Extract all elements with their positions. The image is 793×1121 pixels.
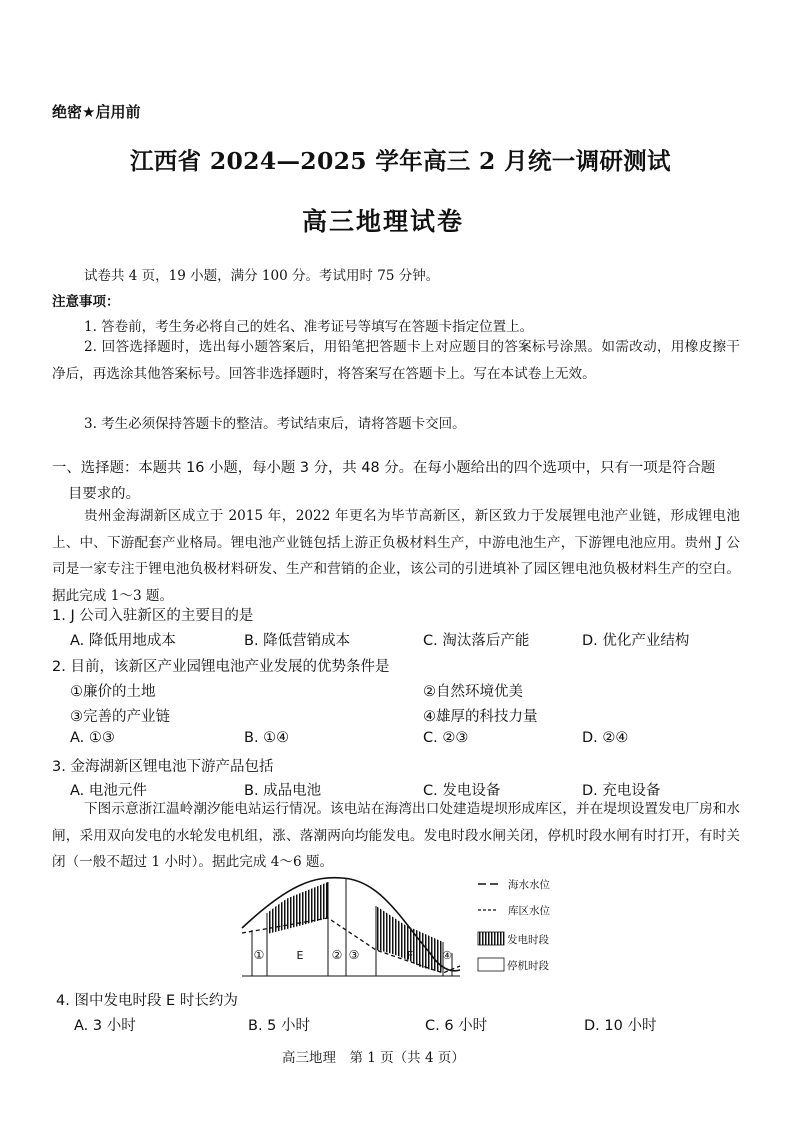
segment-label: ④ (442, 949, 452, 962)
statement-item: ③完善的产业链 (70, 709, 170, 725)
passage: 贵州金海湖新区成立于 2015 年，2022 年更名为毕节高新区，新区致力于发展锂电池产业链，形成锂电池上、中、下游配套产业格局。锂电池产业链包括上游正负极材料生产，中游电池生产，下游锂电池应用。贵州 J 公司是一家专注于锂电池负极材料研发、生产和营销的企业，该公司的引进填补了园区锂电池负极材料生产的空白。据此完成 1～3 题。 (52, 508, 740, 604)
legend-generation: 发电时段 (507, 934, 549, 946)
segment-label: ① (253, 948, 265, 962)
option-c: C. 发电设备 (423, 783, 501, 799)
option-c: C. ②③ (423, 730, 469, 746)
subject-title: 高三地理试卷 (302, 207, 465, 236)
segment-label: ③ (348, 948, 360, 962)
statement-item: ②自然环境优美 (423, 684, 523, 700)
legend-sea-level: 海水水位 (508, 879, 550, 891)
exam-summary: 试卷共 4 页，19 小题，满分 100 分。考试用时 75 分钟。 (84, 268, 440, 284)
legend-reservoir-level: 库区水位 (508, 905, 550, 917)
passage: 下图示意浙江温岭潮汐能电站运行情况。该电站在海湾出口处建造堤坝形成库区，并在堤坝设置发电厂房和水闸，采用双向发电的水轮发电机组，涨、落潮两向均能发电。发电时段水闸关闭，停机时段水闸有时打开，有时关闭（一般不超过 1 小时）。据此完成 4～6 题。 (52, 801, 740, 870)
legend-idle: 停机时段 (507, 960, 549, 972)
option-a: A. 电池元件 (70, 783, 147, 799)
notice-item: 3. 考生必须保持答题卡的整洁。考试结束后，请将答题卡交回。 (84, 416, 466, 432)
question-stem: 1. J 公司入驻新区的主要目的是 (52, 608, 254, 624)
question-stem: 4. 图中发电时段 E 时长约为 (56, 993, 238, 1009)
question-stem: 3. 金海湖新区锂电池下游产品包括 (52, 759, 274, 775)
tidal-power-diagram (230, 868, 560, 986)
notice-heading: 注意事项： (52, 294, 120, 310)
question-stem: 2. 目前，该新区产业园锂电池产业发展的优势条件是 (52, 659, 390, 675)
generation-period-f (376, 906, 443, 973)
option-b: B. 5 小时 (248, 1018, 311, 1034)
statement-item: ④雄厚的科技力量 (423, 709, 538, 725)
exam-title: 江西省 2024—2025 学年高三 2 月统一调研测试 (130, 147, 671, 175)
secret-mark: 绝密★启用前 (52, 103, 141, 121)
statement-item: ①廉价的土地 (70, 684, 156, 700)
option-b: B. 成品电池 (244, 783, 322, 799)
option-c: C. 淘汰落后产能 (423, 633, 530, 649)
segment-label: ② (331, 948, 343, 962)
section-heading: 一、选择题：本题共 16 小题，每小题 3 分，共 48 分。在每小题给出的四个选项中，只有一项是符合题 (52, 460, 716, 476)
option-b: B. 降低营销成本 (244, 633, 351, 649)
option-d: D. 充电设备 (582, 783, 661, 799)
segment-label: F (406, 949, 414, 962)
option-c: C. 6 小时 (425, 1018, 488, 1034)
section-heading-cont: 目要求的。 (68, 486, 140, 502)
option-a: A. 降低用地成本 (70, 633, 176, 649)
option-a: A. 3 小时 (74, 1018, 136, 1034)
option-a: A. ①③ (70, 730, 115, 746)
option-b: B. ①④ (244, 730, 290, 746)
segment-label: E (296, 949, 304, 962)
notice-item: 2. 回答选择题时，选出每小题答案后，用铅笔把答题卡上对应题目的答案标号涂黑。如需改动，用橡皮擦干净后，再选涂其他答案标号。回答非选择题时，将答案写在答题卡上。写在本试卷上无效。 (52, 339, 740, 382)
notice-item: 1. 答卷前，考生务必将自己的姓名、准考证号等填写在答题卡指定位置上。 (84, 319, 534, 335)
option-d: D. 优化产业结构 (582, 633, 690, 649)
option-d: D. 10 小时 (584, 1018, 657, 1034)
generation-period-e (267, 882, 328, 934)
option-d: D. ②④ (582, 730, 629, 746)
page-footer: 高三地理 第 1 页（共 4 页） (282, 1050, 465, 1066)
